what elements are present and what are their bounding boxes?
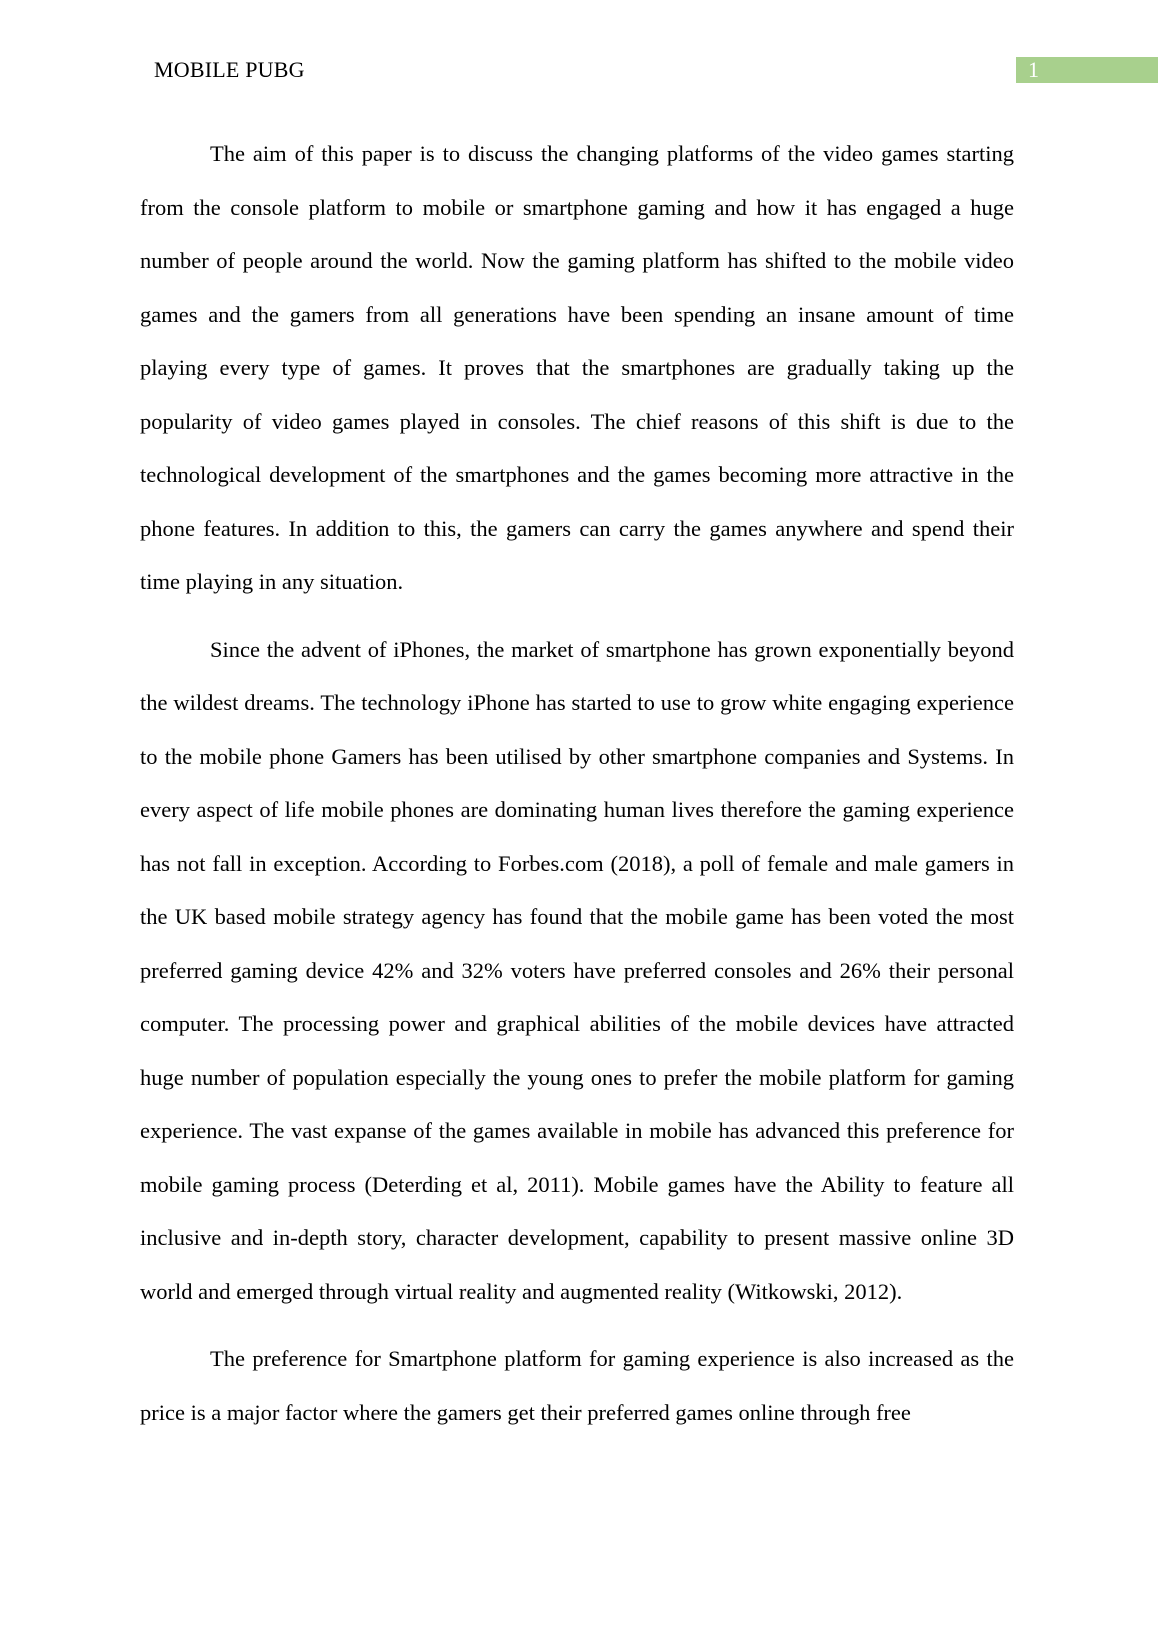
page-number-badge <box>1016 57 1158 83</box>
paragraph-smartphone-market: Since the advent of iPhones, the market of smartphone has grown exponentially beyond the wildest dreams. The technology iPhone has started to use to grow white engaging experience to the mobile phone Gamers has been utilised by other smartphone companies and Systems. In every aspect of life mobile phones are dominating human lives therefore the gaming experience has not fall in exception. According to Forbes.com (2018), a poll of female and male gamers in the UK based mobile strategy agency has found that the mobile game has been voted the most preferred gaming device 42% and 32% voters have preferred consoles and 26% their personal computer. The processing power and graphical abilities of the mobile devices have attracted huge number of population especially the young ones to prefer the mobile platform for gaming experience. The vast expanse of the games available in mobile has advanced this preference for mobile gaming process (Deterding et al, 2011). Mobile games have the Ability to feature all inclusive and in-depth story, character development, capability to present massive online 3D world and emerged through virtual reality and augmented reality (Witkowski, 2012). <box>140 636 1014 1304</box>
paragraph-price-preference: The preference for Smartphone platform for gaming experience is also increased as the price is a major factor where the gamers get their preferred games online through free <box>140 1346 1014 1425</box>
running-head: MOBILE PUBG <box>154 57 305 82</box>
page-number: 1 <box>1028 57 1039 82</box>
paragraph-aim: The aim of this paper is to discuss the changing platforms of the video games starting from the console platform to mobile or smartphone gaming and how it has engaged a huge number of people around the world. Now the gaming platform has shifted to the mobile video games and the gamers from all generations have been spending an insane amount of time playing every type of games. It proves that the smartphones are gradually taking up the popularity of video games played in consoles. The chief reasons of this shift is due to the technological development of the smartphones and the games becoming more attractive in the phone features. In addition to this, the gamers can carry the games anywhere and spend their time playing in any situation. <box>140 141 1014 594</box>
body-text <box>140 127 1014 1453</box>
